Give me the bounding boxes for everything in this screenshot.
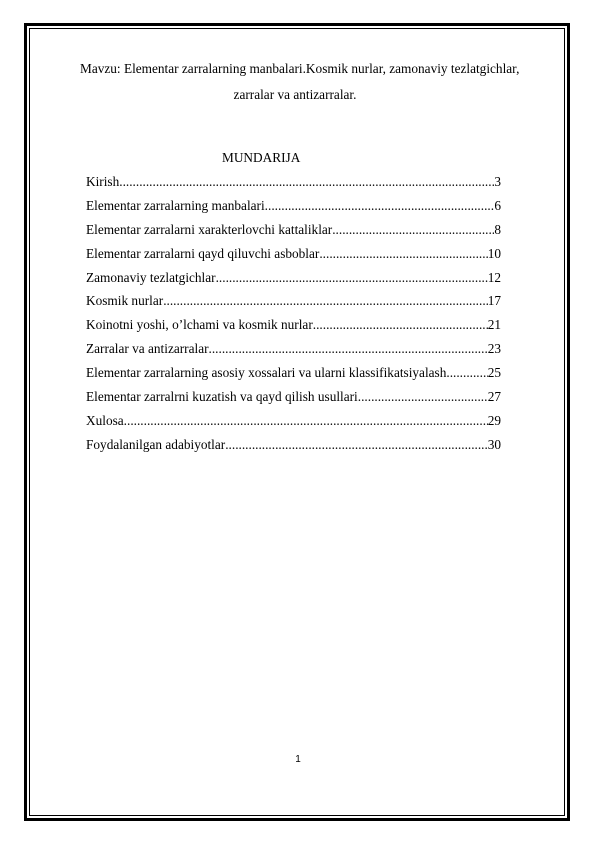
- table-of-contents: [86, 173, 501, 460]
- toc-leader-dots: [119, 173, 494, 191]
- toc-leader-dots: [216, 269, 488, 287]
- toc-entry-title: Zamonaviy tezlatgichlar: [86, 269, 216, 285]
- toc-entry-page: 21: [487, 317, 501, 333]
- toc-leader-dots: [319, 245, 487, 263]
- toc-entry: [86, 364, 501, 388]
- toc-entry: [86, 221, 501, 245]
- toc-entry-title: Koinotni yoshi, o’lchami va kosmik nurlar: [86, 317, 313, 333]
- toc-entry: [86, 388, 501, 412]
- toc-entry-page: 29: [487, 412, 501, 428]
- toc-entry-page: 30: [487, 436, 501, 452]
- toc-heading: MUNDARIJA: [222, 150, 301, 165]
- toc-entry-page: 27: [487, 389, 501, 405]
- toc-entry: [86, 269, 501, 293]
- toc-entry-title: Elementar zarralarning asosiy xossalari va ularni klassifikatsiyalash: [86, 365, 447, 381]
- toc-entry-title: Foydalanilgan adabiyotlar: [86, 436, 226, 452]
- toc-leader-dots: [265, 197, 495, 215]
- topic-line-1: Mavzu: Elementar zarralarning manbalari.Kosmik nurlar, zamonaviy tezlatgichlar,: [80, 61, 520, 76]
- toc-leader-dots: [124, 412, 488, 430]
- toc-leader-dots: [446, 364, 487, 382]
- toc-entry-page: 10: [487, 245, 501, 261]
- toc-entry-title: Xulosa: [86, 412, 124, 428]
- toc-entry-page: 6: [494, 197, 501, 213]
- toc-entry: [86, 197, 501, 221]
- toc-entry: [86, 245, 501, 269]
- page-number: 1: [295, 754, 301, 765]
- toc-entry: [86, 412, 501, 436]
- toc-entry-page: 17: [487, 293, 501, 309]
- toc-entry-page: 3: [494, 174, 501, 189]
- topic-title: [80, 56, 520, 108]
- toc-entry-title: Zarralar va antizarralar: [86, 341, 209, 357]
- toc-entry-page: 12: [487, 269, 501, 285]
- toc-entry-page: 25: [487, 365, 501, 381]
- toc-entry: [86, 340, 501, 364]
- toc-leader-dots: [332, 221, 494, 239]
- topic-line-2: zarralar va antizarralar.: [233, 87, 357, 102]
- toc-entry-title: Kosmik nurlar: [86, 293, 164, 309]
- toc-entry: [86, 436, 501, 460]
- toc-entry-page: 8: [494, 221, 501, 237]
- toc-entry: [86, 173, 501, 197]
- toc-entry-title: Elementar zarralrni kuzatish va qayd qilish usullari: [86, 389, 358, 405]
- toc-leader-dots: [209, 340, 488, 358]
- toc-entry-page: 23: [487, 341, 501, 357]
- toc-entry: [86, 316, 501, 340]
- toc-entry-title: Elementar zarralarni qayd qiluvchi asboblar: [86, 245, 320, 261]
- toc-entry-title: Elementar zarralarni xarakterlovchi kattaliklar: [86, 221, 333, 237]
- toc-entry-title: Elementar zarralarning manbalari: [86, 197, 265, 213]
- toc-entry: [86, 292, 501, 316]
- toc-entry-title: Kirish: [86, 174, 120, 189]
- toc-leader-dots: [163, 292, 488, 310]
- toc-leader-dots: [225, 436, 487, 454]
- toc-leader-dots: [313, 316, 488, 334]
- toc-leader-dots: [358, 388, 488, 406]
